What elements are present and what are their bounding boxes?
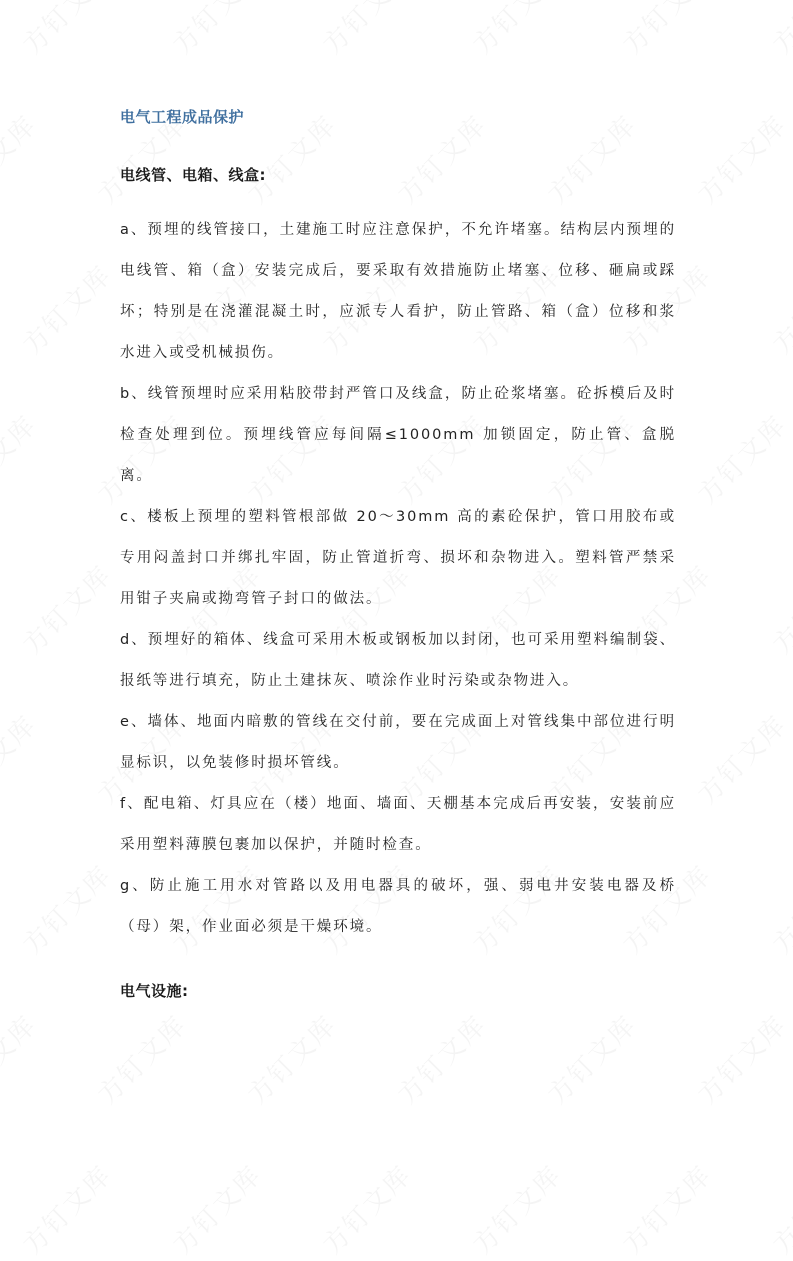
watermark-text: [763, 1156, 793, 1261]
watermark-text: [688, 1006, 793, 1111]
paragraph-b: b、线管预埋时应采用粘胶带封严管口及线盒，防止砼浆堵塞。砼拆模后及时检查处理到位。预埋线管应每间隔≤1000mm 加锁固定，防止管、盒脱离。: [120, 386, 676, 484]
watermark-text: [613, 0, 718, 61]
paragraph-e: e、墙体、地面内暗敷的管线在交付前，要在完成面上对管线集中部位进行明显标识，以免装修时损坏管线。: [120, 714, 676, 771]
watermark-text: [0, 1006, 44, 1111]
watermark-text: [538, 106, 643, 211]
watermark-text: [388, 1006, 493, 1111]
watermark-text: [538, 1006, 643, 1111]
paragraph-d: d、预埋好的箱体、线盒可采用木板或钢板加以封闭，也可采用塑料编制袋、报纸等进行填充，防止土建抹灰、喷涂作业时污染或杂物进入。: [120, 632, 676, 689]
watermark-text: [163, 0, 268, 61]
watermark-text: [763, 0, 793, 61]
watermark-text: [13, 556, 118, 661]
watermark-text: [613, 1156, 718, 1261]
watermark-text: [688, 106, 793, 211]
document-title: 电气工程成品保护: [120, 108, 245, 126]
watermark-text: [313, 1156, 418, 1261]
watermark-text: [238, 1006, 343, 1111]
watermark-text: [0, 406, 44, 511]
watermark-text: [763, 556, 793, 661]
paragraph-a: a、预埋的线管接口，土建施工时应注意保护，不允许堵塞。结构层内预埋的电线管、箱（盒）安装完成后，要采取有效措施防止堵塞、位移、砸扁或踩坏；特别是在浇灌混凝土时，应派专人看护，防止管路、箱（盒）位移和浆水进入或受机械损伤。: [120, 222, 676, 361]
watermark-text: [88, 1006, 193, 1111]
section-body-conduits: [120, 210, 676, 948]
watermark-text: [13, 856, 118, 961]
watermark-text: [463, 1156, 568, 1261]
section-heading-electrical-facilities: 电气设施:: [120, 982, 189, 1000]
watermark-text: [13, 0, 118, 61]
watermark-text: [463, 0, 568, 61]
watermark-text: [688, 406, 793, 511]
paragraph-c: c、楼板上预埋的塑料管根部做 20～30mm 高的素砼保护，管口用胶布或专用闷盖封口并绑扎牢固，防止管道折弯、损坏和杂物进入。塑料管严禁采用钳子夹扁或拗弯管子封口的做法。: [120, 509, 676, 607]
section-heading-conduits: 电线管、电箱、线盒:: [120, 166, 266, 184]
watermark-text: [388, 106, 493, 211]
watermark-text: [0, 706, 44, 811]
watermark-text: [688, 706, 793, 811]
watermark-text: [313, 0, 418, 61]
watermark-text: [13, 1156, 118, 1261]
watermark-text: [163, 1156, 268, 1261]
watermark-text: [763, 256, 793, 361]
paragraph-g: g、防止施工用水对管路以及用电器具的破坏，强、弱电井安装电器及桥（母）架，作业面必须是干燥环境。: [120, 878, 676, 935]
watermark-text: [238, 106, 343, 211]
watermark-text: [13, 256, 118, 361]
watermark-text: [0, 106, 44, 211]
paragraph-f: f、配电箱、灯具应在（楼）地面、墙面、天棚基本完成后再安装，安装前应采用塑料薄膜包裹加以保护，并随时检查。: [120, 796, 676, 853]
watermark-text: [763, 856, 793, 961]
